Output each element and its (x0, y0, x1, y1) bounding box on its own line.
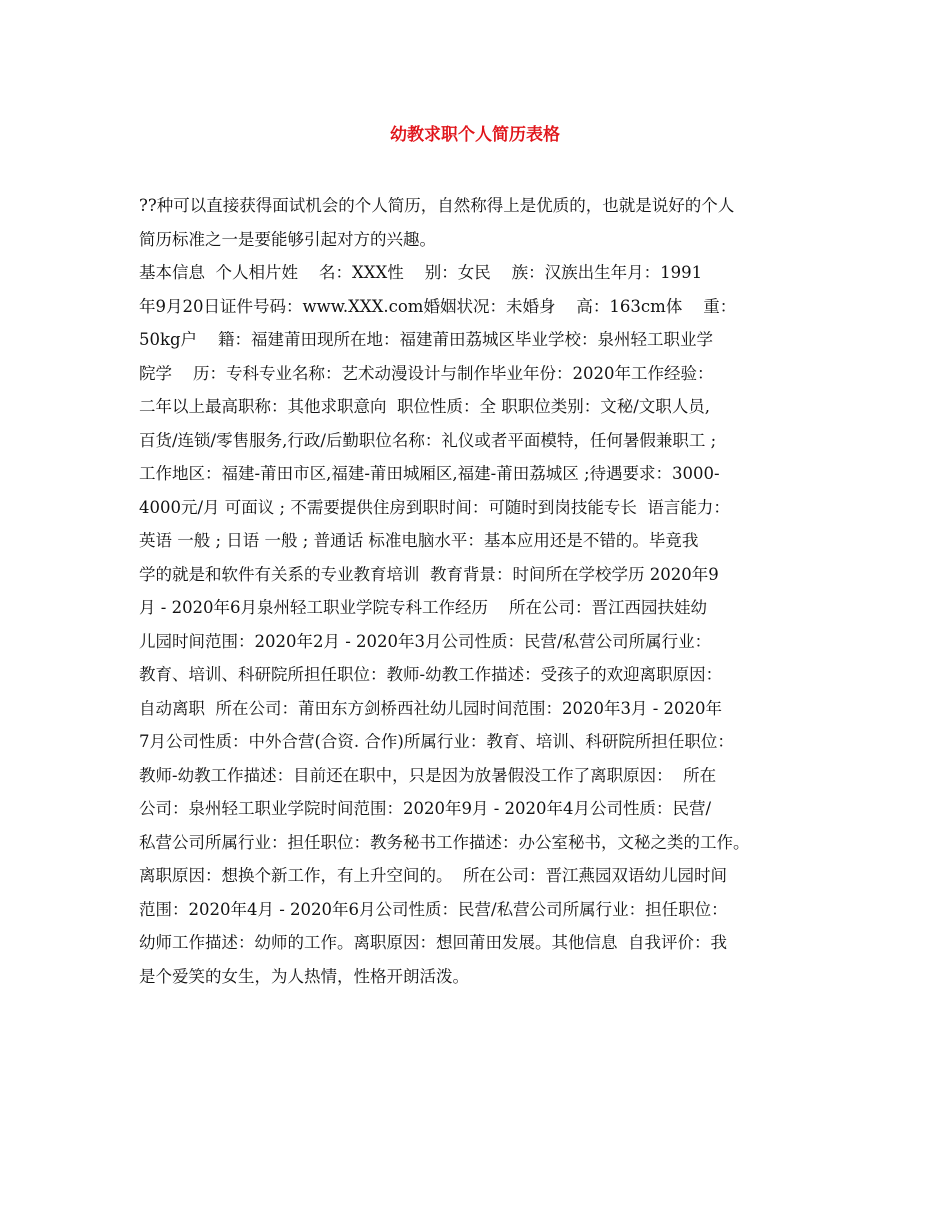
body-line: 教育、培训、科研院所担任职位：教师-幼教工作描述：受孩子的欢迎离职原因： (139, 665, 723, 684)
body-line: 英语 一般 ; 日语 一般 ; 普通话 标准电脑水平：基本应用还是不错的。毕竟我 (139, 531, 699, 550)
body-line: 院学 历：专科专业名称：艺术动漫设计与制作毕业年份：2020年工作经验： (139, 363, 714, 383)
body-line: 范围：2020年4月 - 2020年6月公司性质：民营/私营公司所属行业：担任职位： (139, 899, 728, 919)
body-line: 二年以上最高职称：其他求职意向 职位性质：全 职职位类别：文秘/文职人员, (139, 397, 711, 416)
body-line: 基本信息 个人相片姓 名：XXX性 别：女民 族：汉族出生年月：1991 (139, 263, 703, 282)
body-line: 私营公司所属行业：担任职位：教务秘书工作描述：办公室秘书，文秘之类的工作。 (139, 832, 750, 852)
body-line: 公司：泉州轻工职业学院时间范围：2020年9月 - 2020年4月公司性质：民营/ (139, 799, 712, 818)
body-line: 4000元/月 可面议 ; 不需要提供住房到职时间：可随时到岗技能专长 语言能力： (139, 497, 730, 517)
body-line: ??种可以直接获得面试机会的个人简历，自然称得上是优质的，也就是说好的个人 (139, 196, 735, 215)
body-line: 年9月20日证件号码：www.XXX.com婚姻状况：未婚身 高：163cm体 重： (139, 296, 737, 316)
body-line: 是个爱笑的女生，为人热情，性格开朗活泼。 (139, 966, 469, 986)
document-body (139, 189, 819, 993)
body-line: 离职原因：想换个新工作，有上升空间的。 所在公司：晋江燕园双语幼儿园时间 (139, 866, 727, 885)
body-line: 简历标准之一是要能够引起对方的兴趣。 (139, 229, 436, 249)
body-line: 50kg户 籍：福建莆田现所在地：福建莆田荔城区毕业学校：泉州轻工职业学 (139, 330, 714, 349)
body-line: 月 - 2020年6月泉州轻工职业学院专科工作经历 所在公司：晋江西园扶娃幼 (139, 598, 708, 617)
body-line: 自动离职 所在公司：莆田东方剑桥西社幼儿园时间范围：2020年3月 - 2020年 (139, 698, 723, 718)
body-line: 7月公司性质：中外合营(合资. 合作)所属行业：教育、培训、科研院所担任职位： (139, 732, 734, 751)
body-line: 百货/连锁/零售服务,行政/后勤职位名称：礼仪或者平面模特，任何暑假兼职工 ; (139, 430, 717, 450)
document-title: 幼教求职个人简历表格 (390, 125, 560, 145)
body-line: 幼师工作描述：幼师的工作。离职原因：想回莆田发展。其他信息 自我评价：我 (139, 933, 727, 952)
body-line: 教师-幼教工作描述：目前还在职中，只是因为放暑假没工作了离职原因： 所在 (139, 765, 717, 785)
body-line: 学的就是和软件有关系的专业教育培训 教育背景：时间所在学校学历 2020年9 (139, 564, 719, 584)
body-line: 工作地区：福建-莆田市区,福建-莆田城厢区,福建-莆田荔城区 ;待遇要求：3000- (139, 464, 720, 483)
body-line: 儿园时间范围：2020年2月 - 2020年3月公司性质：民营/私营公司所属行业： (139, 631, 712, 651)
